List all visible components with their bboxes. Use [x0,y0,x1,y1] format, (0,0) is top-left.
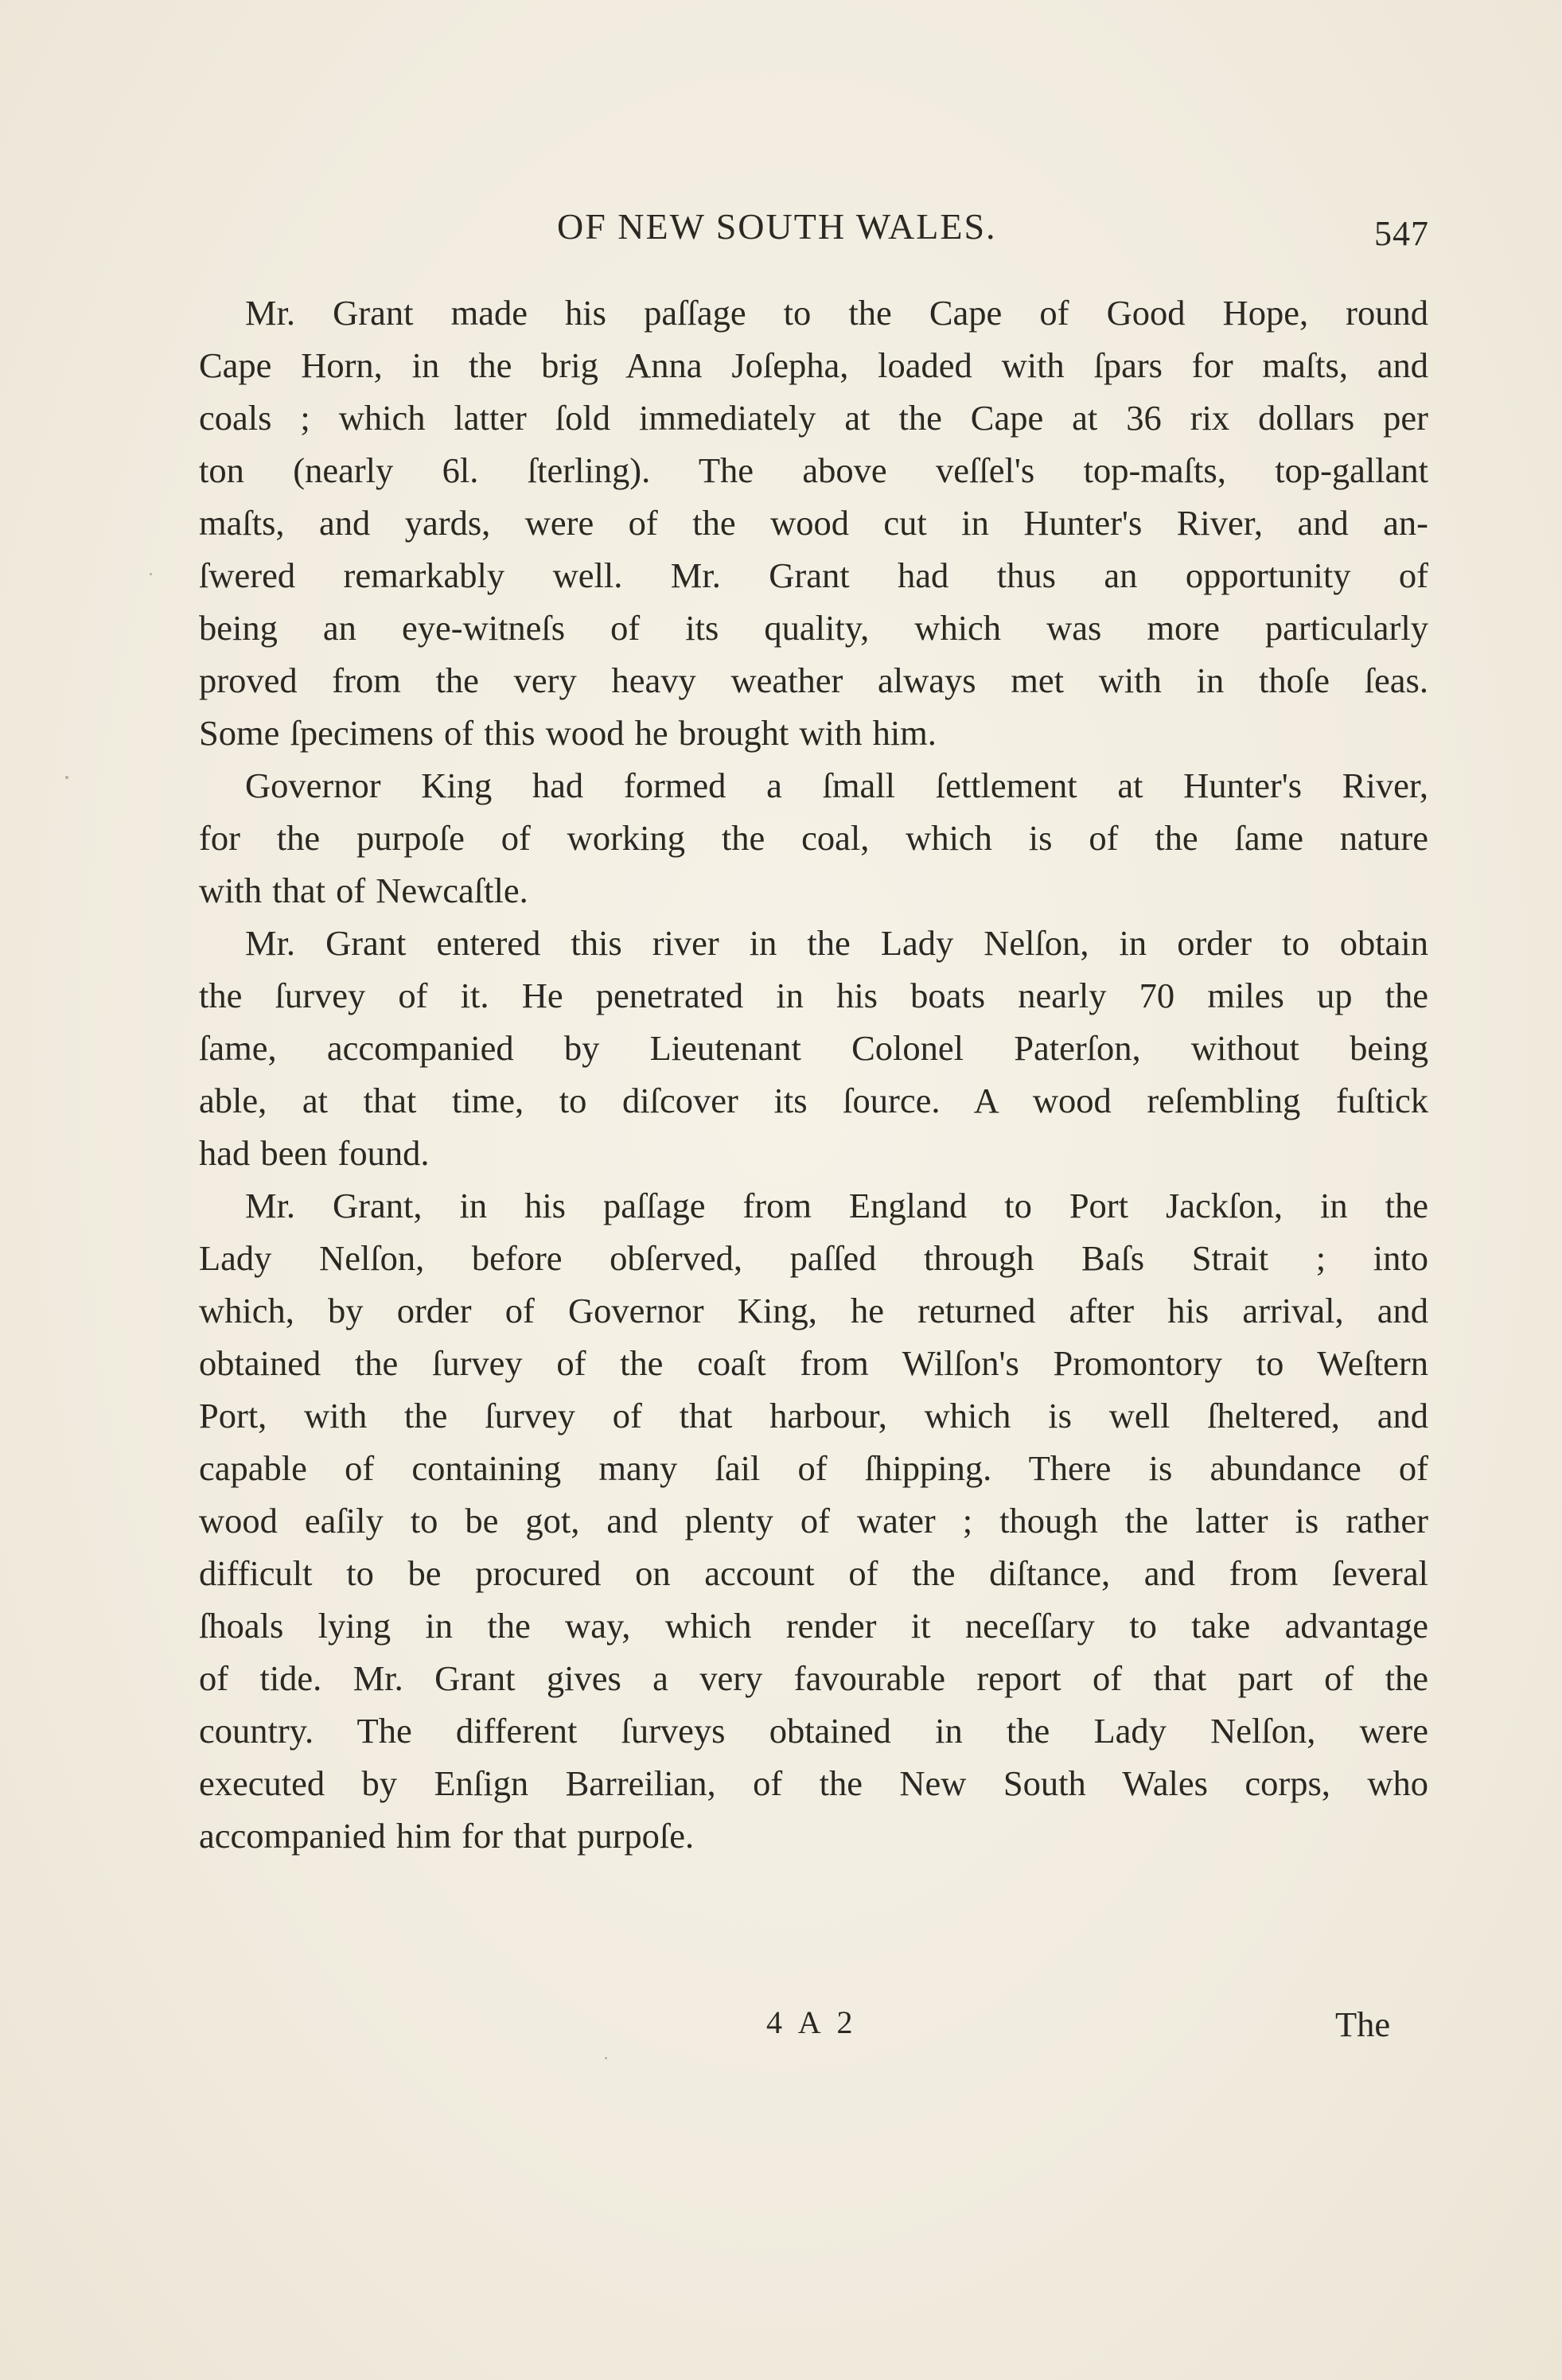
text-line: the ſurvey of it. He penetrated in his boats nearly 70 miles up the [199,976,1428,1015]
text-line: ton (nearly 6l. ſterling). The above veſſel's top-maſts, top-gallant [199,450,1428,490]
page-footer [0,2004,1562,2051]
text-line: being an eye-witneſs of its quality, which was more particularly [199,608,1428,648]
text-line: difficult to be procured on account of the diſtance, and from ſeveral [199,1553,1428,1593]
text-line: for the purpoſe of working the coal, which is of the ſame nature [199,818,1428,858]
running-head [0,205,1562,253]
paper-speck [150,573,152,575]
text-line: ſwered remarkably well. Mr. Grant had thus an opportunity of [199,555,1428,595]
body-text [199,286,1428,1862]
paragraph-2 [199,759,1428,917]
text-line: Mr. Grant entered this river in the Lady Nelſon, in order to obtain [245,923,1428,963]
text-line: country. The different ſurveys obtained in the Lady Nelſon, were [199,1711,1428,1751]
text-line: coals ; which latter ſold immediately at the Cape at 36 rix dollars per [199,398,1428,438]
text-line: maſts, and yards, were of the wood cut in Hunter's River, and an- [199,503,1428,543]
signature-mark: 4 A 2 [766,2004,858,2040]
text-line: Port, with the ſurvey of that harbour, which is well ſheltered, and [199,1396,1428,1435]
text-line: Mr. Grant, in his paſſage from England to Port Jackſon, in the [245,1186,1428,1225]
text-line: Some ſpecimens of this wood he brought with him. [199,713,937,753]
paper-speck [65,776,68,779]
text-line: had been found. [199,1133,430,1173]
text-line: Cape Horn, in the brig Anna Joſepha, loaded with ſpars for maſts, and [199,345,1428,385]
text-line: proved from the very heavy weather always met with in thoſe ſeas. [199,660,1428,700]
paper-speck [605,2057,607,2059]
text-line: Governor King had formed a ſmall ſettlement at Hunter's River, [245,765,1428,805]
text-line: wood eaſily to be got, and plenty of water ; though the latter is rather [199,1501,1428,1541]
text-line: Lady Nelſon, before obſerved, paſſed through Baſs Strait ; into [199,1238,1428,1278]
catchword: The [1335,2004,1391,2044]
text-line: ſame, accompanied by Lieutenant Colonel Paterſon, without being [199,1028,1428,1068]
paragraph-1 [199,286,1428,759]
text-line: accompanied him for that purpoſe. [199,1816,695,1856]
text-line: which, by order of Governor King, he returned after his arrival, and [199,1291,1428,1330]
text-line: of tide. Mr. Grant gives a very favourable report of that part of the [199,1658,1428,1698]
text-line: capable of containing many ſail of ſhipping. There is abundance of [199,1448,1428,1488]
paragraph-4 [199,1179,1428,1862]
paragraph-3 [199,917,1428,1179]
text-line: with that of Newcaſtle. [199,871,528,910]
page-number: 547 [1374,214,1429,253]
text-line: executed by Enſign Barreilian, of the New South Wales corps, who [199,1763,1428,1803]
text-line: obtained the ſurvey of the coaſt from Wilſon's Promontory to Weſtern [199,1343,1428,1383]
text-line: Mr. Grant made his paſſage to the Cape of Good Hope, round [245,293,1428,333]
text-line: able, at that time, to diſcover its ſource. A wood reſembling fuſtick [199,1081,1428,1120]
running-head-title: OF NEW SOUTH WALES. [557,206,997,247]
text-line: ſhoals lying in the way, which render it neceſſary to take advantage [199,1606,1428,1646]
